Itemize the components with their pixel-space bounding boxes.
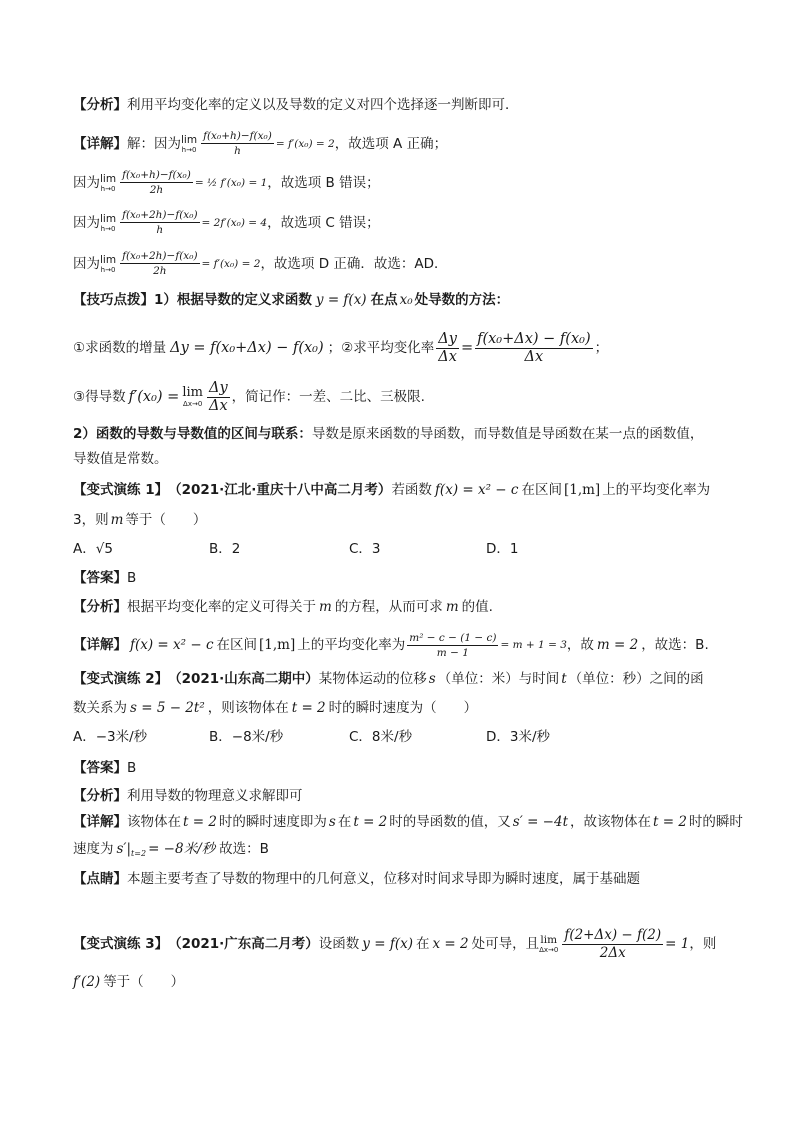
- answer-value: B: [127, 570, 137, 586]
- exercise-2-line-2: [73, 697, 734, 719]
- analysis-text: 根据平均变化率的定义可得关于: [127, 599, 316, 615]
- analysis-text: 的方程，从而可求: [334, 599, 443, 615]
- detail-2: [73, 628, 734, 662]
- question-text: 在: [415, 936, 430, 952]
- velocity-subscript: t=2: [131, 849, 147, 858]
- steps-line-2: [73, 377, 734, 417]
- exercise-2-source: （2021·山东高二期中）: [168, 671, 319, 687]
- question-text: 某物体运动的位移: [318, 671, 427, 687]
- variable-t: t: [561, 671, 567, 687]
- analysis-2: [73, 596, 734, 618]
- question-text: 若函数: [391, 482, 432, 498]
- exercise-2-line-1: [73, 668, 734, 690]
- question-text: 数关系为: [73, 700, 127, 716]
- detail-line-a: [73, 129, 734, 158]
- limit-symbol: lim h→0: [100, 172, 117, 193]
- tag-comment: 【点睛】: [73, 871, 127, 887]
- point-value: x = 2: [432, 936, 469, 952]
- derivative-formula: f′(x₀) =: [128, 389, 180, 405]
- detail-line-c: [73, 208, 734, 237]
- equals-sign: =: [460, 340, 474, 356]
- detail-pre: 因为: [73, 214, 100, 231]
- detail-3-line-1: [73, 811, 743, 833]
- tag-exercise-1: 【变式演练 1】: [73, 482, 169, 498]
- question-text: 3，则: [73, 512, 109, 528]
- tag-answer: 【答案】: [73, 570, 127, 586]
- question-text: 处可导，且: [471, 936, 540, 952]
- limit-result: = f′(x₀) = 2: [275, 137, 335, 150]
- answer-2: [73, 757, 734, 779]
- exercise-1-line-2: [73, 509, 734, 531]
- velocity-result: = −8米/秒: [148, 841, 216, 857]
- velocity-formula: s′ = −4t: [512, 814, 568, 830]
- question-text: 设函数: [318, 936, 360, 952]
- detail-pre: 因为: [73, 174, 100, 191]
- derivative-fraction: $\frac{\Delta y}{\Delta x}$: [209, 379, 228, 414]
- detail-text: 故选：B: [219, 841, 269, 857]
- rate-fraction: $\frac{\text{m² − c − (1 − c)}}{m - 1}$: [409, 631, 497, 659]
- comment-text: 本题主要考查了导数的物理中的几何意义，位移对时间求导即为瞬时速度，属于基础题: [127, 871, 640, 887]
- derivative-at-2: f′(2): [73, 974, 101, 990]
- detail-text: ，故该物体在: [570, 814, 651, 830]
- rate-result: = m + 1 = 3: [500, 639, 567, 651]
- rate-fraction-2: $\frac{\text{f(x₀+Δx) − f(x₀)}}{\Delta x}$: [477, 330, 591, 365]
- time-value: t = 2: [353, 814, 388, 830]
- velocity-expr: s′|: [116, 841, 132, 857]
- exercise-3-line-2: [73, 971, 734, 993]
- variable-s: s: [428, 671, 436, 687]
- tips-text: 在点: [370, 292, 398, 308]
- analysis-line-1: [73, 94, 734, 116]
- limit-symbol: lim Δx→0: [182, 385, 203, 408]
- tag-exercise-2: 【变式演练 2】: [73, 671, 169, 687]
- tag-detail: 【详解】: [73, 135, 127, 152]
- detail-text: 在: [337, 814, 352, 830]
- function-expr: y = f(x): [362, 936, 413, 952]
- mnemonic-text: ，简记作：一差、二比、三极限.: [231, 389, 425, 405]
- step-two: ；②求平均变化率: [327, 340, 435, 356]
- analysis-text: 利用平均变化率的定义以及导数的定义对四个选择逐一判断即可．: [127, 97, 519, 113]
- limit-result: = 1: [665, 936, 690, 952]
- detail-post: ，故选项 B 错误；: [267, 174, 380, 191]
- option-d: D．1: [486, 541, 519, 557]
- tag-analysis: 【分析】: [73, 599, 127, 615]
- exercise-1-options: [73, 538, 734, 562]
- exercise-3-line-1: [73, 925, 734, 963]
- interval-expr: [1,m]: [563, 482, 601, 498]
- limit-result: = 2f′(x₀) = 4: [201, 216, 268, 229]
- tag-analysis: 【分析】: [73, 97, 127, 113]
- limit-symbol: lim h→0: [100, 253, 117, 274]
- variable-s: s: [328, 814, 336, 830]
- limit-fraction: $\frac{\text{f(x₀+h)−f(x₀)}}{h}$: [203, 130, 272, 157]
- variable-m: m: [445, 599, 459, 615]
- option-d: D．3米/秒: [486, 729, 551, 745]
- exercise-3-source: （2021·广东高二月考）: [168, 936, 319, 952]
- limit-fraction: $\frac{f(2+\Delta x) - f(2)}{2\Delta x}$: [564, 926, 662, 961]
- function-expr: f(x) = x² − c: [434, 482, 519, 498]
- answer-value: B: [127, 760, 137, 776]
- limit-fraction: $\frac{\text{f(x₀+h)−f(x₀)}}{2h}$: [122, 169, 191, 196]
- time-value: t = 2: [291, 700, 326, 716]
- relation-heading: 2）函数的导数与导数值的区间与联系：: [73, 426, 312, 442]
- question-text: 时的瞬时速度为（ ）: [328, 700, 478, 716]
- option-a: A．−3米/秒: [73, 729, 148, 745]
- question-text: （单位：米）与时间: [437, 671, 560, 687]
- limit-fraction: $\frac{\text{f(x₀+2h)−f(x₀)}}{h}$: [122, 209, 198, 236]
- answer-1: [73, 567, 734, 589]
- limit-fraction: $\frac{\text{f(x₀+2h)−f(x₀)}}{2h}$: [122, 250, 198, 277]
- question-text: ，则: [689, 936, 717, 952]
- limit-result: = f′(x₀) = 2: [201, 257, 261, 270]
- motion-equation: s = 5 − 2t²: [130, 700, 205, 716]
- exercise-2-options: [73, 726, 734, 750]
- steps-line-1: [73, 330, 734, 366]
- detail-line-d: [73, 249, 734, 278]
- detail-text: 时的瞬时速度即为: [218, 814, 327, 830]
- question-text: 等于（ ）: [103, 974, 185, 990]
- tips-function: y = f(x): [315, 292, 367, 308]
- time-value: t = 2: [653, 814, 687, 830]
- detail-text: 上的平均变化率为: [297, 637, 406, 653]
- option-a: A．√5: [73, 541, 113, 557]
- option-c: C．8米/秒: [349, 729, 413, 745]
- relation-text-2: 导数值是常数。: [73, 451, 168, 467]
- detail-text: 时的瞬时: [688, 814, 743, 830]
- limit-result: = ½ f′(x₀) = 1: [194, 176, 268, 189]
- detail-post: ，故选项 D 正确．故选：AD．: [260, 255, 448, 272]
- detail-post: ，故选项 A 正确；: [334, 135, 448, 152]
- tag-detail: 【详解】: [73, 637, 127, 653]
- time-value: t = 2: [183, 814, 217, 830]
- step-post: ；: [594, 340, 609, 356]
- analysis-text: 利用导数的物理意义求解即可: [127, 788, 303, 804]
- tag-tips: 【技巧点拨】: [73, 292, 154, 308]
- limit-symbol: lim h→0: [181, 133, 198, 154]
- limit-symbol: lim h→0: [100, 212, 117, 233]
- detail-text: 时的导函数的值，又: [389, 814, 511, 830]
- question-text: 在区间: [521, 482, 562, 498]
- option-b: B．−8米/秒: [209, 729, 284, 745]
- relation-line-1: [73, 423, 734, 445]
- option-b: B．2: [209, 541, 241, 557]
- increment-formula: Δy = f(x₀+Δx) − f(x₀): [170, 340, 324, 356]
- interval-expr: [1,m]: [259, 637, 296, 653]
- tips-heading: [73, 289, 734, 311]
- detail-pre: 因为: [73, 255, 100, 272]
- exercise-1-source: （2021·江北·重庆十八中高二月考）: [168, 482, 392, 498]
- tag-detail: 【详解】: [73, 814, 127, 830]
- detail-post: ，故选项 C 错误；: [267, 214, 380, 231]
- detail-text: ，故选：B.: [641, 637, 709, 653]
- question-text: （单位：秒）之间的函: [568, 671, 704, 687]
- function-expr: f(x) = x² − c: [130, 637, 214, 653]
- detail-line-b: [73, 168, 734, 197]
- question-text: ，则该物体在: [207, 700, 289, 716]
- detail-text: 在区间: [216, 637, 258, 653]
- analysis-3: [73, 785, 734, 807]
- detail-text: 该物体在: [127, 814, 181, 830]
- variable-m: m: [110, 512, 124, 528]
- question-text: 上的平均变化率为: [602, 482, 711, 498]
- tips-point: x₀: [399, 292, 413, 308]
- tips-text: 处导数的方法：: [414, 292, 510, 308]
- question-text: 等于（ ）: [125, 512, 207, 528]
- limit-symbol: lim Δx→0: [539, 934, 559, 954]
- detail-3-line-2: [73, 838, 734, 860]
- detail-text: 速度为: [73, 841, 114, 857]
- exercise-1-line-1: [73, 479, 734, 501]
- result-m: m = 2: [596, 637, 639, 653]
- detail-text: ，故: [566, 637, 594, 653]
- relation-line-2: [73, 448, 734, 470]
- tag-answer: 【答案】: [73, 760, 127, 776]
- variable-m: m: [319, 599, 332, 615]
- rate-fraction-1: $\frac{\Delta y}{\Delta x}$: [438, 330, 457, 365]
- step-three: ③得导数: [73, 389, 126, 405]
- tag-exercise-3: 【变式演练 3】: [73, 936, 169, 952]
- comment-line: [73, 868, 734, 890]
- option-c: C．3: [349, 541, 381, 557]
- step-one: ①求函数的增量: [73, 340, 167, 356]
- relation-text: 导数是原来函数的导函数，而导数值是导函数在某一点的函数值，: [311, 426, 704, 442]
- tips-text: 1）根据导数的定义求函数: [154, 292, 312, 308]
- detail-pre: 解：因为: [127, 135, 181, 152]
- tag-analysis: 【分析】: [73, 788, 127, 804]
- analysis-text: 的值.: [461, 599, 493, 615]
